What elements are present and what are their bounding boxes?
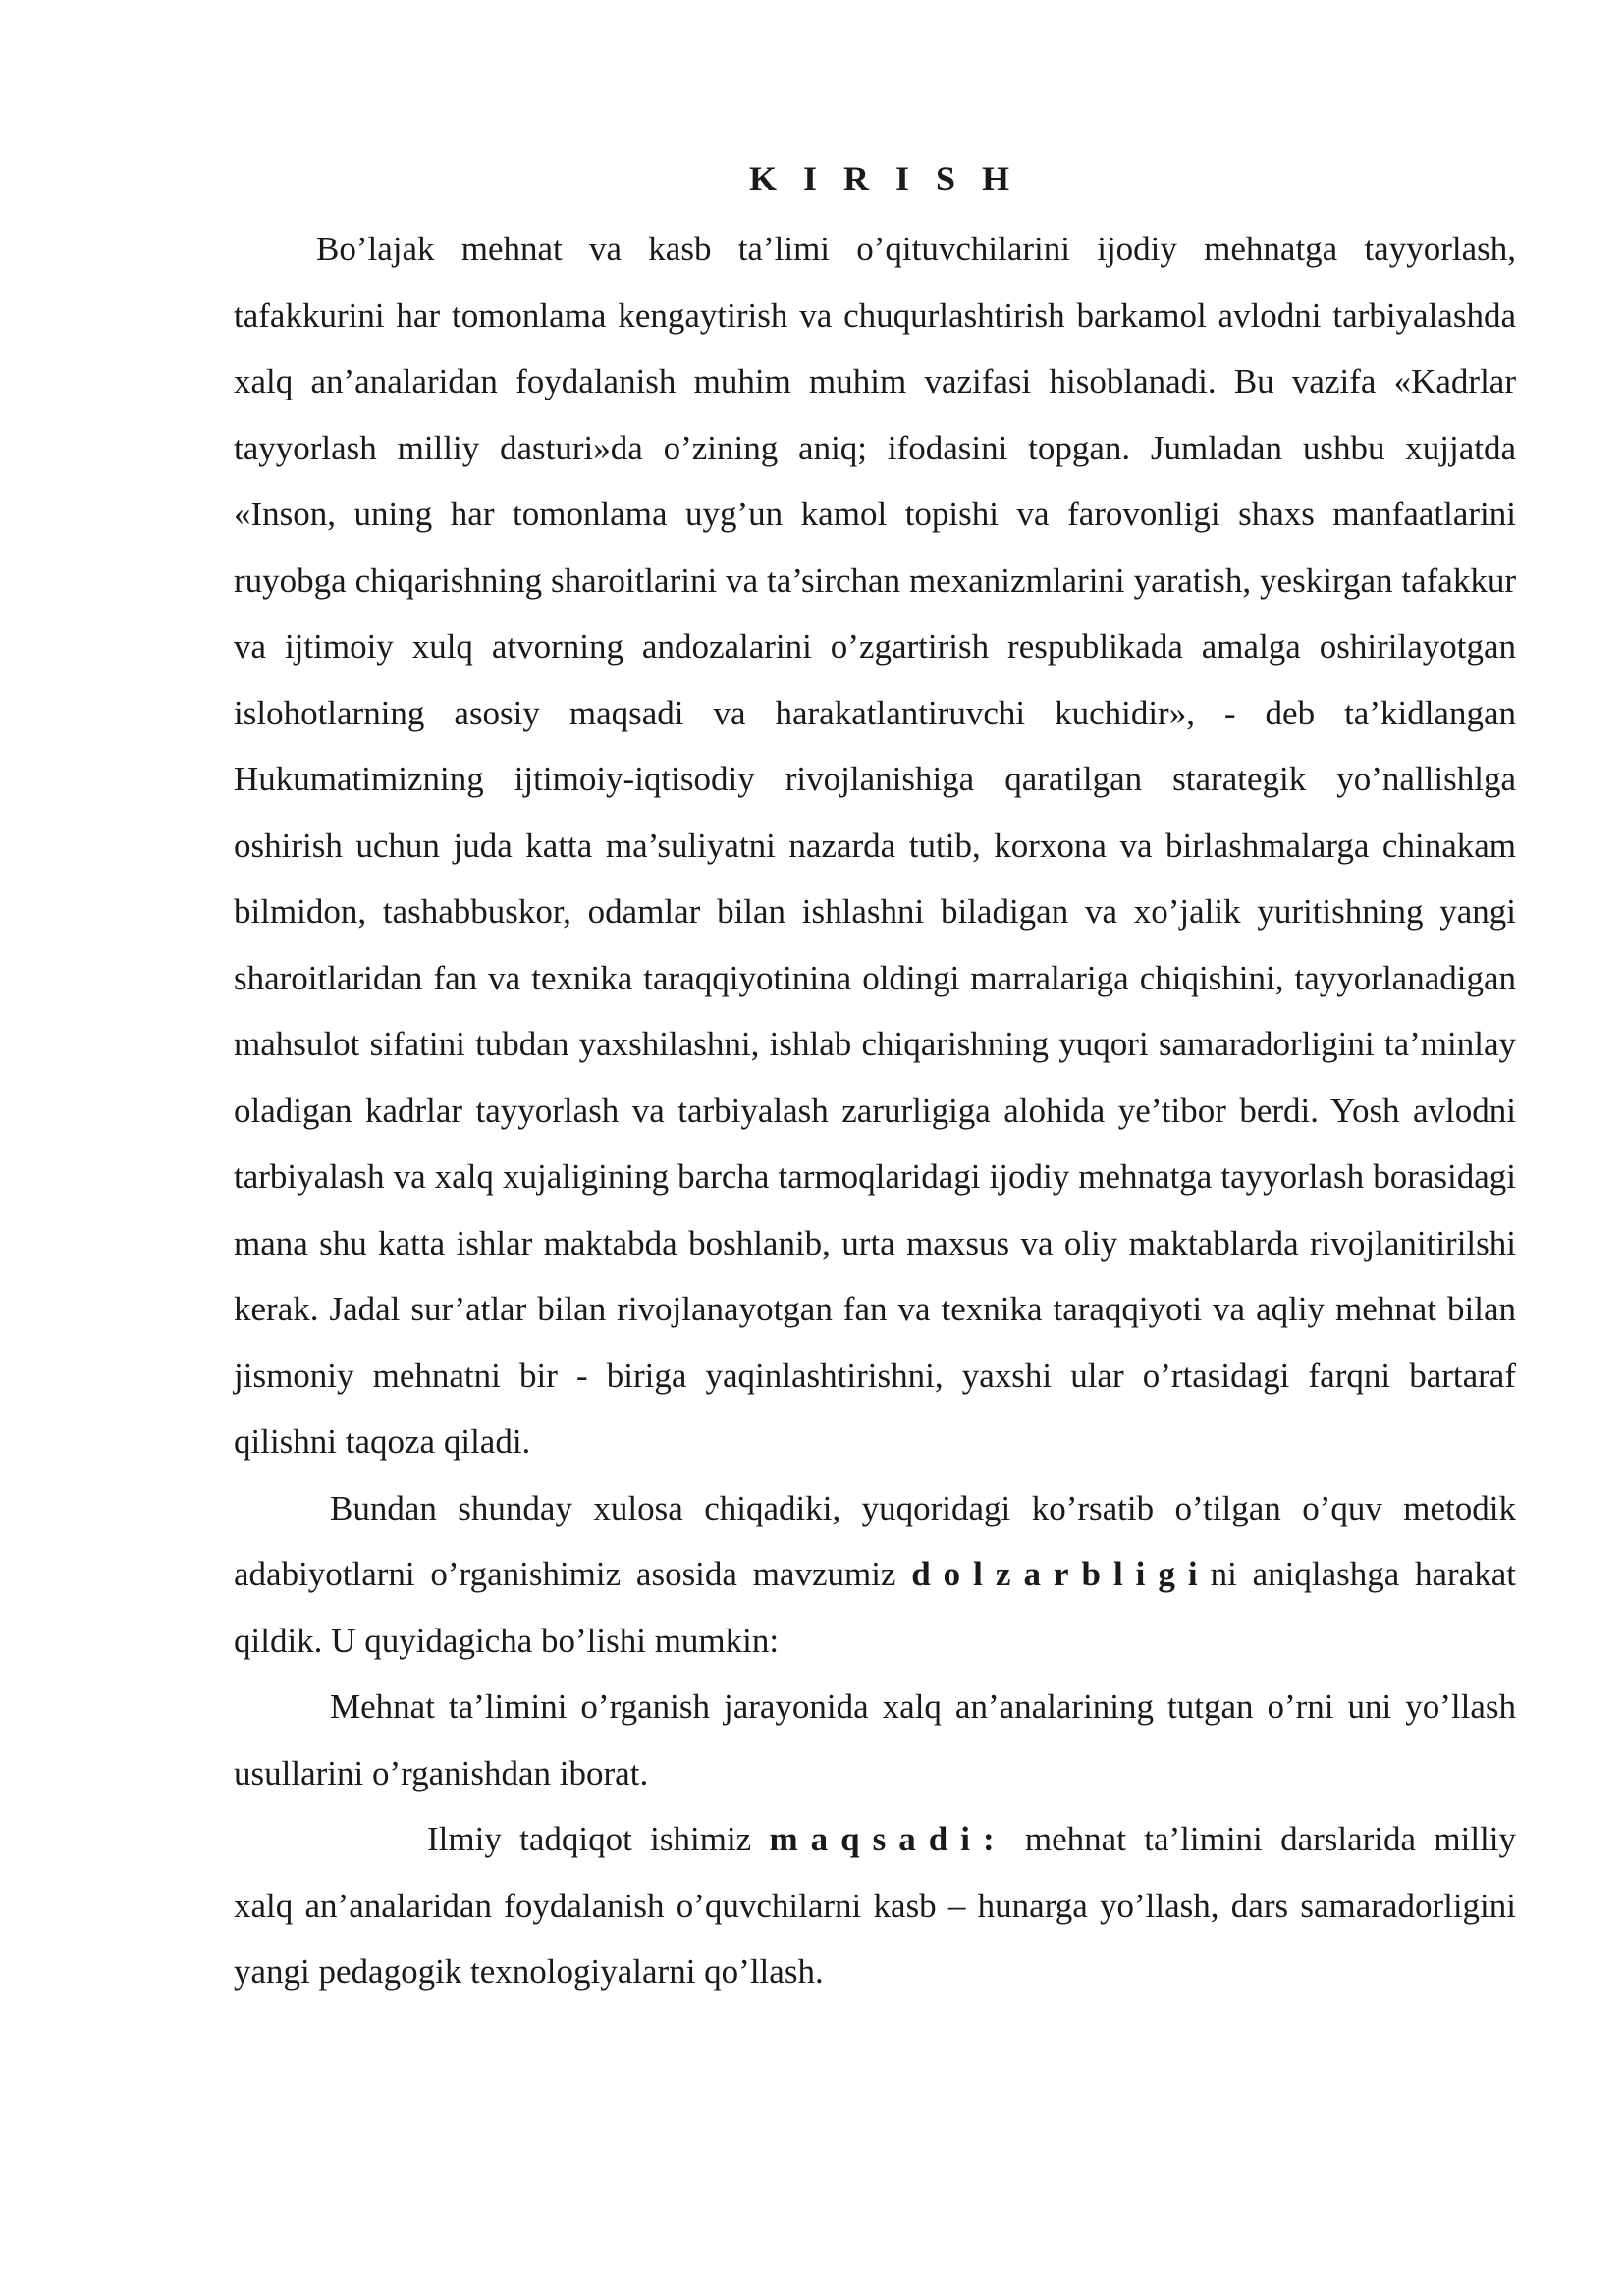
relevance-text-after: ni aniqlashga harakat qildik. U quyidagicha bo’lishi mumkin: (234, 1555, 1516, 1660)
section-title: K I R I S H (748, 159, 1019, 198)
paragraph-relevance (234, 1475, 1516, 1675)
document-page (234, 155, 1516, 2005)
goal-text-after: mehnat ta’limini darslarida milliy xalq an’analaridan foydalanish o’quvchilarni kasb – hunarga yo’llash, dars samaradorligini yangi pedagogik texnologiyalarni qo’llash. (234, 1820, 1516, 1991)
goal-text-before: Ilmiy tadqiqot ishimiz (427, 1820, 770, 1858)
relevance-emphasis: dolzarbligi (911, 1555, 1211, 1593)
paragraph-introduction: Bo’lajak mehnat va kasb ta’limi o’qituvchilarini ijodiy mehnatga tayyorlash, tafakkurini har tomonlama kengaytirish va chuqurlashtirish barkamol avlodni tarbiyalashda xalq an’analaridan foydalanish muhim muhim vazifasi hisoblanadi. Bu vazifa «Kadrlar tayyorlash milliy dasturi»da o’zining aniq; ifodasini topgan. Jumladan ushbu xujjatda «Inson, uning har tomonlama uyg’un kamol topishi va farovonligi shaxs manfaatlarini ruyobga chiqarishning sharoitlarini va ta’sirchan mexanizmlarini yaratish, yeskirgan tafakkur va ijtimoiy xulq atvorning andozalarini o’zgartirish respublikada amalga oshirilayotgan islohotlarning asosiy maqsadi va harakatlantiruvchi kuchidir», - deb ta’kidlangan Hukumatimizning ijtimoiy-iqtisodiy rivojlanishiga qaratilgan starategik yo’nallishlga oshirish uchun juda katta ma’suliyatni nazarda tutib, korxona va birlashmalarga chinakam bilmidon, tashabbuskor, odamlar bilan ishlashni biladigan va xo’jalik yuritishning yangi sharoitlaridan fan va texnika taraqqiyotinina oldingi marralariga chiqishini, tayyorlanadigan mahsulot sifatini tubdan yaxshilashni, ishlab chiqarishning yuqori samaradorligini ta’minlay oladigan kadrlar tayyorlash va tarbiyalash zarurligiga alohida ye’tibor berdi. Yosh avlodni tarbiyalash va xalq xujaligining barcha tarmoqlaridagi ijodiy mehnatga tayyorlash borasidagi mana shu katta ishlar maktabda boshlanib, urta maxsus va oliy maktablarda rivojlanitirilshi kerak. Jadal sur’atlar bilan rivojlanayotgan fan va texnika taraqqiyoti va aqliy mehnat bilan jismoniy mehnatni bir - biriga yaqinlashtirishni, yaxshi ular o’rtasidagi farqni bartaraf qilishni taqoza qiladi. (234, 230, 1516, 1461)
goal-emphasis: maqsadi: (769, 1820, 1007, 1858)
paragraph-goal (234, 1806, 1516, 2005)
relevance-text-before: Bundan shunday xulosa chiqadiki, yuqoridagi ko’rsatib o’tilgan o’quv metodik adabiyotlarni o’rganishimiz asosida mavzumiz (234, 1488, 1516, 1593)
paragraph-role: Mehnat ta’limini o’rganish jarayonida xalq an’analarining tutgan o’rni uni yo’llash usullarini o’rganishdan iborat. (234, 1687, 1516, 1792)
